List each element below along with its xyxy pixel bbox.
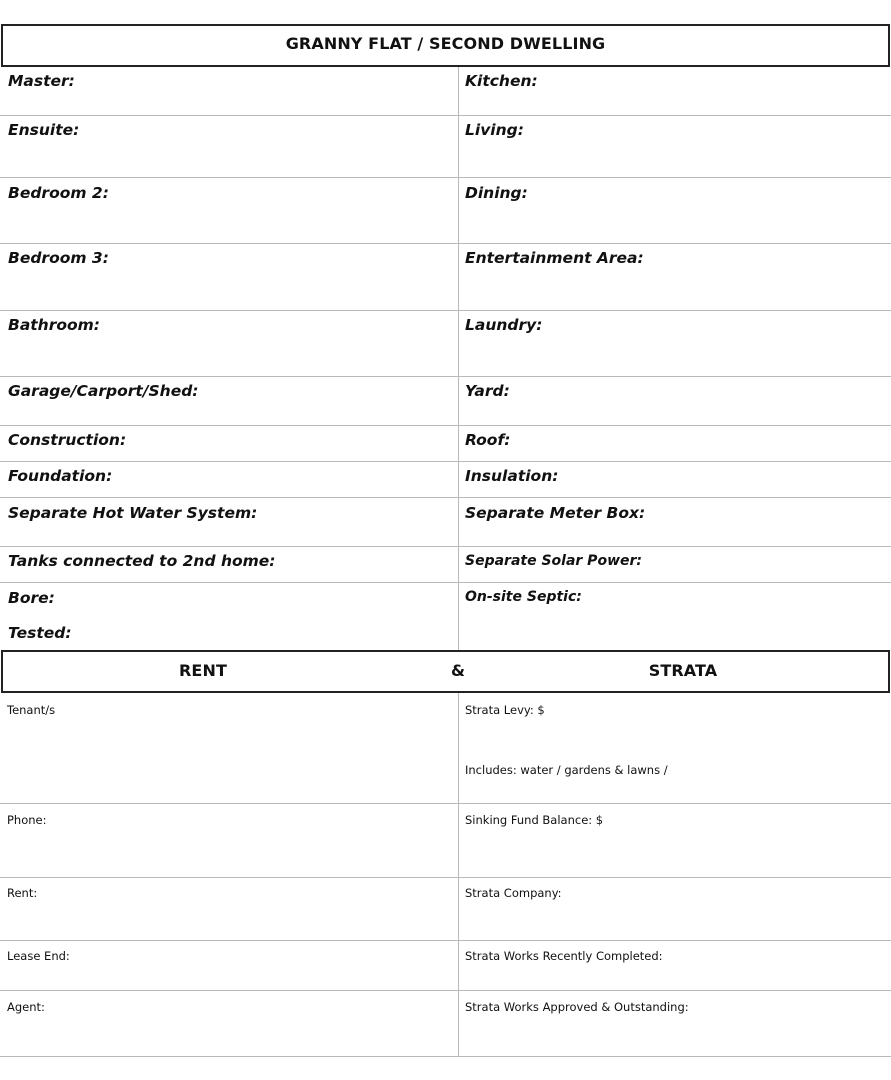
column-divider [458, 693, 459, 1057]
field-insulation: Insulation: [465, 467, 559, 485]
rent-title: RENT [179, 661, 227, 680]
row-divider [0, 425, 891, 426]
granny-flat-title: GRANNY FLAT / SECOND DWELLING [285, 34, 606, 53]
row-divider [0, 1056, 891, 1057]
row-divider [0, 115, 891, 116]
field-dining: Dining: [465, 184, 528, 202]
field-strata-company: Strata Company: [465, 886, 562, 900]
field-bore: Bore: [8, 589, 55, 607]
row-divider [0, 546, 891, 547]
row-divider [0, 990, 891, 991]
field-rent: Rent: [7, 886, 38, 900]
field-agent: Agent: [7, 1000, 45, 1014]
field-construction: Construction: [8, 431, 127, 449]
column-divider [458, 67, 459, 650]
row-divider [0, 461, 891, 462]
row-divider [0, 376, 891, 377]
granny-flat-header [1, 24, 890, 67]
field-sinking-fund: Sinking Fund Balance: $ [465, 813, 604, 827]
field-lease-end: Lease End: [7, 949, 70, 963]
field-tested: Tested: [8, 624, 72, 642]
field-roof: Roof: [465, 431, 511, 449]
field-living: Living: [465, 121, 524, 139]
field-foundation: Foundation: [8, 467, 113, 485]
field-works-completed: Strata Works Recently Completed: [465, 949, 663, 963]
field-garage: Garage/Carport/Shed: [8, 382, 199, 400]
field-ensuite: Ensuite: [8, 121, 80, 139]
field-master: Master: [8, 72, 75, 90]
row-divider [0, 177, 891, 178]
field-yard: Yard: [465, 382, 510, 400]
row-divider [0, 940, 891, 941]
row-divider [0, 582, 891, 583]
field-phone: Phone: [7, 813, 47, 827]
field-hot-water: Separate Hot Water System: [8, 504, 258, 522]
field-entertainment-area: Entertainment Area: [465, 249, 644, 267]
field-bedroom-2: Bedroom 2: [8, 184, 109, 202]
row-divider [0, 877, 891, 878]
field-meter-box: Separate Meter Box: [465, 504, 646, 522]
row-divider [0, 803, 891, 804]
field-strata-levy: Strata Levy: $ [465, 703, 545, 717]
field-tenants: Tenant/s [7, 703, 56, 717]
ampersand-title: & [450, 661, 466, 680]
field-bedroom-3: Bedroom 3: [8, 249, 109, 267]
field-bathroom: Bathroom: [8, 316, 101, 334]
strata-title: STRATA [648, 661, 718, 680]
field-solar-power: Separate Solar Power: [465, 553, 642, 569]
field-septic: On-site Septic: [465, 589, 582, 605]
rent-strata-header [1, 650, 890, 693]
field-kitchen: Kitchen: [465, 72, 538, 90]
row-divider [0, 243, 891, 244]
field-works-approved: Strata Works Approved & Outstanding: [465, 1000, 689, 1014]
row-divider [0, 310, 891, 311]
field-laundry: Laundry: [465, 316, 543, 334]
field-tanks: Tanks connected to 2nd home: [8, 552, 276, 570]
field-includes: Includes: water / gardens & lawns / [465, 763, 668, 777]
row-divider [0, 497, 891, 498]
